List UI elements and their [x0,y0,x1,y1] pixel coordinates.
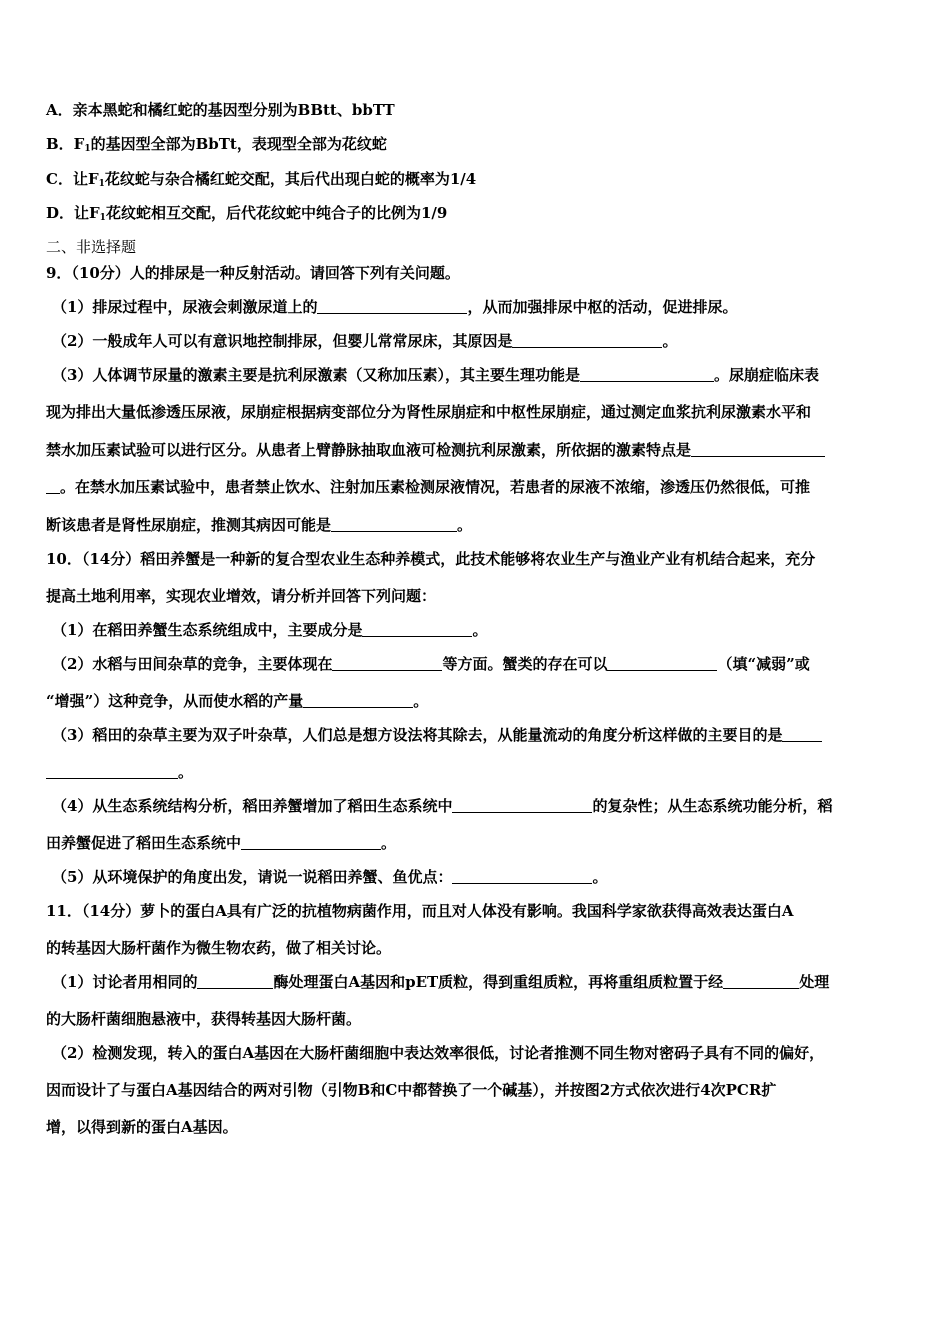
q11-part1-line2: 的大肠杆菌细胞悬液中，获得转基因大肠杆菌。 [46,1010,362,1028]
choice-b-text: B．F [46,135,85,153]
q9-part3-text: （3）人体调节尿量的激素主要是抗利尿激素（又称加压素），其主要生理功能是 [52,366,580,384]
choice-a [46,100,395,120]
q9-part3-text-3: 禁水加压素试验可以进行区分。从患者上臂静脉抽取血液可检测抗利尿激素，所依据的激素特点是 [46,441,692,459]
subscript: 1 [84,144,91,154]
q11-part1-text: （1）讨论者用相同的 [52,973,198,991]
q10-part3-line2 [46,762,193,782]
answer-blank[interactable] [317,299,467,314]
q9-part2-text: （2）一般成年人可以有意识地控制排尿，但婴儿常常尿床，其原因是 [52,332,513,350]
answer-blank[interactable] [691,442,825,457]
answer-blank[interactable] [362,622,472,637]
choice-d-text: D．让F [46,204,100,222]
q9-part3-text-4: 。在禁水加压素试验中，患者禁止饮水、注射加压素检测尿液情况，若患者的尿液不浓缩，渗透压仍然很低，可推 [60,478,811,496]
q9-part3-text-6: 。 [457,516,473,534]
q11-part1-text-2: 酶处理蛋白A基因和pET质粒，得到重组质粒，再将重组质粒置于经 [273,973,724,991]
choice-b [46,134,387,159]
q10-part4-text-4: 。 [381,834,397,852]
q10-part1-text: （1）在稻田养蟹生态系统组成中，主要成分是 [52,621,363,639]
q9-part3-line4 [46,477,810,497]
answer-blank[interactable] [452,869,592,884]
q10-part1 [52,620,487,640]
q10-part5 [52,867,607,887]
q11-part1-text-3: 处理 [799,973,830,991]
q11-stem-line1: 11．（14分）萝卜的蛋白A具有广泛的抗植物病菌作用，而且对人体没有影响。我国科学家欲获得高效表达蛋白A [46,902,794,920]
q10-part3-text: （3）稻田的杂草主要为双子叶杂草，人们总是想方设法将其除去，从能量流动的角度分析这样做的主要目的是 [52,726,783,744]
q10-stem-line1: 10．（14分）稻田养蟹是一种新的复合型农业生态种养模式，此技术能够将农业生产与渔业产业有机结合起来，充分 [46,550,816,568]
choice-d [46,203,447,228]
q10-part2-text-4: “增强”）这种竞争，从而使水稻的产量 [46,692,304,710]
choice-c-text-2: 花纹蛇与杂合橘红蛇交配，其后代出现白蛇的概率为1/4 [104,170,477,188]
q10-part2-text: （2）水稻与田间杂草的竞争，主要体现在 [52,655,333,673]
q9-part3-text-2: 。尿崩症临床表 [713,366,819,384]
choice-d-text-2: 花纹蛇相互交配，后代花纹蛇中纯合子的比例为1/9 [105,204,448,222]
answer-blank[interactable] [241,835,381,850]
answer-blank[interactable] [580,367,714,382]
answer-blank[interactable] [46,764,178,779]
q9-part1-text-2: ，从而加强排尿中枢的活动，促进排尿。 [467,298,738,316]
q11-stem-line2: 的转基因大肠杆菌作为微生物农药，做了相关讨论。 [46,939,392,957]
answer-blank[interactable] [197,974,273,989]
q9-stem: 9．（10分）人的排尿是一种反射活动。请回答下列有关问题。 [46,264,460,282]
section-title: 二、非选择题 [46,238,137,256]
q10-part2-text-3: （填“减弱”或 [717,655,810,673]
q11-part2-line1: （2）检测发现，转入的蛋白A基因在大肠杆菌细胞中表达效率很低，讨论者推测不同生物对密码子具有不同的偏好， [52,1044,825,1062]
q9-part3-line3 [46,440,825,460]
q10-part4-line2 [46,833,396,853]
choice-b-text-2: 的基因型全部为BbTt，表现型全部为花纹蛇 [90,135,387,153]
q9-part1 [52,297,737,317]
q10-part4-text-3: 田养蟹促进了稻田生态系统中 [46,834,242,852]
q9-part3-line1 [52,365,819,385]
q10-part3-line1 [52,725,822,745]
q9-part2 [52,331,677,351]
q10-part4-text-2: 的复杂性；从生态系统功能分析，稻 [592,797,833,815]
q10-part3-text-2: 。 [178,763,194,781]
q9-part3-line2: 现为排出大量低渗透压尿液，尿崩症根据病变部位分为肾性尿崩症和中枢性尿崩症，通过测定血浆抗利尿激素水平和 [46,403,812,421]
q11-part2-line2: 因而设计了与蛋白A基因结合的两对引物（引物B和C中都替换了一个碱基），并按图2方式依次进行4次PCR扩 [46,1081,777,1099]
subscript: 1 [98,179,105,189]
q10-part2-line2 [46,691,428,711]
answer-blank[interactable] [723,974,799,989]
answer-blank[interactable] [782,727,822,742]
choice-a-text: A．亲本黑蛇和橘红蛇的基因型分别为BBtt、bbTT [46,101,395,119]
q10-part5-text-2: 。 [592,868,608,886]
answer-blank[interactable] [332,656,442,671]
q10-part2-text-2: 等方面。蟹类的存在可以 [442,655,608,673]
q10-part4-text: （4）从生态系统结构分析，稻田养蟹增加了稻田生态系统中 [52,797,453,815]
choice-c [46,169,476,194]
answer-blank[interactable] [331,517,457,532]
q10-part2-line1 [52,654,810,674]
answer-blank[interactable] [512,333,662,348]
q10-stem-line2: 提高土地利用率，实现农业增效，请分析并回答下列问题： [46,587,437,605]
q9-part1-text: （1）排尿过程中，尿液会刺激尿道上的 [52,298,318,316]
answer-blank[interactable] [607,656,717,671]
q10-part2-text-5: 。 [413,692,429,710]
answer-blank[interactable] [46,479,60,494]
q11-part2-line3: 增，以得到新的蛋白A基因。 [46,1118,238,1136]
answer-blank[interactable] [452,798,592,813]
answer-blank[interactable] [303,693,413,708]
q9-part3-text-5: 断该患者是肾性尿崩症，推测其病因可能是 [46,516,332,534]
subscript: 1 [99,213,106,223]
q10-part4-line1 [52,796,832,816]
choice-c-text: C．让F [46,170,99,188]
q9-part3-line5 [46,515,472,535]
q9-part2-text-2: 。 [662,332,678,350]
q11-part1-line1 [52,972,829,992]
q10-part5-text: （5）从环境保护的角度出发，请说一说稻田养蟹、鱼优点： [52,868,453,886]
q10-part1-text-2: 。 [472,621,488,639]
